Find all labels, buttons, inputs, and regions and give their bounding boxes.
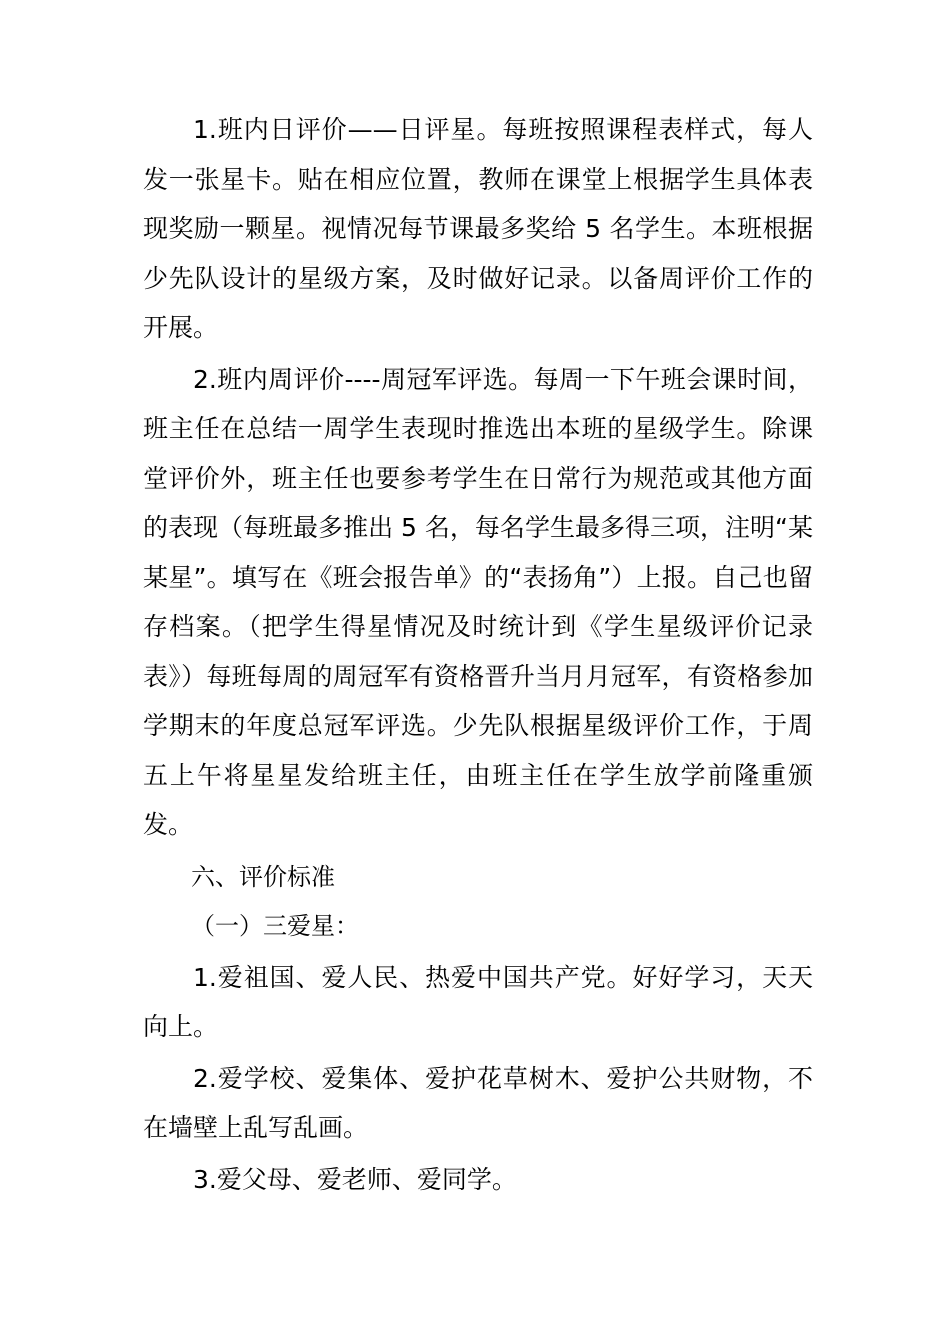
list-item-love-school: 2.爱学校、爱集体、爱护花草树木、爱护公共财物，不在墙壁上乱写乱画。 [143,1063,813,1142]
paragraph-weekly-evaluation: 2.班内周评价----周冠军评选。每周一下午班会课时间，班主任在总结一周学生表现时推选出本班的星级学生。除课堂评价外，班主任也要参考学生在日常行为规范或其他方面的表现（每班最多推出 5 名，每名学生最多得三项，注明“某某星”。填写在《班会报告单》的“表扬角”）上报。自己也留存档案。（把学生得星情况及时统计到《学生星级评价记录表》）每班每周的周冠军有资格晋升当月月冠军，有资格参加学期末的年度总冠军评选。少先队根据星级评价工作，于周五上午将星星发给班主任，由班主任在学生放学前隆重颁发。 [143,364,813,839]
list-item-love-parents: 3.爱父母、爱老师、爱同学。 [193,1164,517,1194]
section-heading-evaluation-standards: 六、评价标准 [191,862,335,891]
document-body [143,105,813,1204]
paragraph-daily-evaluation: 1.班内日评价——日评星。每班按照课程表样式，每人发一张星卡。贴在相应位置，教师在课堂上根据学生具体表现奖励一颗星。视情况每节课最多奖给 5 名学生。本班根据少先队设计的星级方案，及时做好记录。以备周评价工作的开展。 [143,115,813,342]
subsection-heading-three-loves-star: （一）三爱星： [191,911,359,940]
list-item-love-country: 1.爱祖国、爱人民、热爱中国共产党。好好学习，天天向上。 [143,962,813,1041]
